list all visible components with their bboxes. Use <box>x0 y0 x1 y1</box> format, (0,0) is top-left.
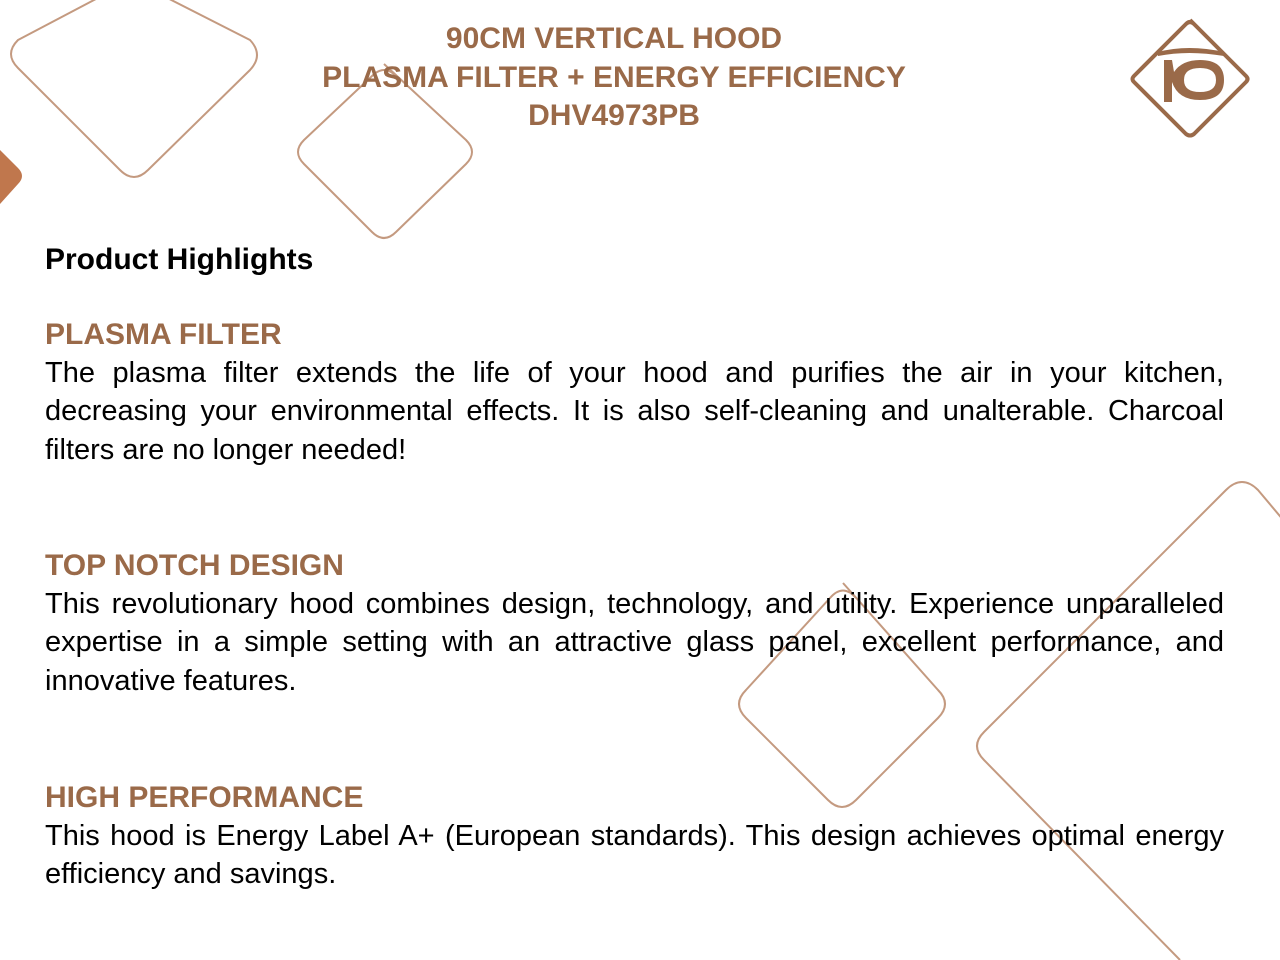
section-heading: PLASMA FILTER <box>45 318 282 351</box>
section-high-performance <box>45 779 1224 894</box>
corner-tab-shape <box>0 150 22 204</box>
brand-logo-icon <box>1128 16 1252 140</box>
section-plasma-filter <box>45 316 1224 469</box>
section-heading: TOP NOTCH DESIGN <box>45 549 344 582</box>
section-body: The plasma filter extends the life of your hood and purifies the air in your kitchen, decreasing your environmental effects. It is also self-cleaning and unalterable. Charcoal filters are no longer needed! <box>45 357 1224 466</box>
section-heading: HIGH PERFORMANCE <box>45 781 364 814</box>
header-title-line-1: 90CM VERTICAL HOOD <box>445 22 783 55</box>
page-header <box>0 20 1228 136</box>
section-top-notch-design <box>45 547 1224 700</box>
header-title-line-3: DHV4973PB <box>528 99 700 132</box>
section-body: This hood is Energy Label A+ (European standards). This design achieves optimal energy efficiency and savings. <box>45 820 1224 891</box>
product-highlights-title: Product Highlights <box>45 243 314 276</box>
section-body: This revolutionary hood combines design, technology, and utility. Experience unparalleled expertise in a simple setting with an attractive glass panel, excellent performance, and innovative features. <box>45 588 1224 697</box>
header-title-line-2: PLASMA FILTER + ENERGY EFFICIENCY <box>322 60 906 94</box>
